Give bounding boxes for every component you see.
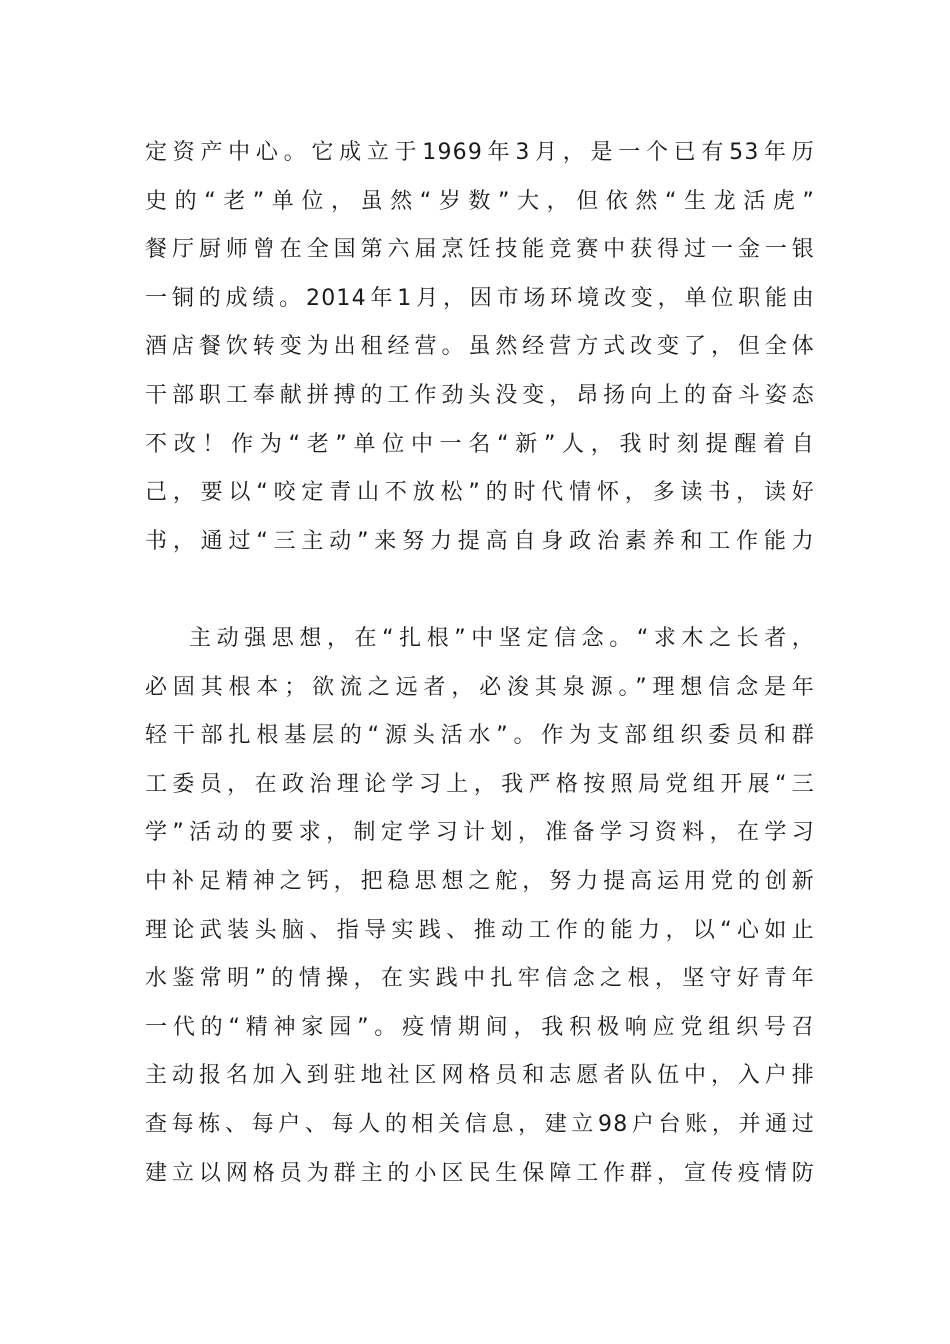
text-line: 轻干部扎根基层的“源头活水”。作为支部组织委员和群 [145, 723, 815, 749]
text-line: 不改！作为“老”单位中一名“新”人，我时刻提醒着自 [145, 431, 815, 457]
text-line: 中补足精神之钙，把稳思想之舵，努力提高运用党的创新 [145, 868, 815, 894]
text-line: 工委员，在政治理论学习上，我严格按照局党组开展“三 [145, 771, 815, 797]
text-line: 理论武装头脑、指导实践、推动工作的能力，以“心如止 [145, 917, 815, 943]
text-line: 主动报名加入到驻地社区网格员和志愿者队伍中，入户排 [145, 1063, 815, 1089]
text-line: 必固其根本；欲流之远者，必浚其泉源。”理想信念是年 [145, 674, 815, 700]
text-line: 一代的“精神家园”。疫情期间，我积极响应党组织号召 [145, 1014, 815, 1040]
text-line: 水鉴常明”的情操，在实践中扎牢信念之根，坚守好青年 [145, 966, 815, 992]
text-line: 定资产中心。它成立于1969年3月，是一个已有53年历 [145, 140, 815, 165]
text-line: 书，通过“三主动”来努力提高自身政治素养和工作能力 [145, 528, 815, 554]
text-line: 史的“老”单位，虽然“岁数”大，但依然“生龙活虎” [145, 188, 815, 214]
text-line: 己，要以“咬定青山不放松”的时代情怀，多读书，读好 [145, 480, 815, 506]
text-line: 建立以网格员为群主的小区民生保障工作群，宣传疫情防 [145, 1160, 815, 1186]
paragraph-1 [145, 129, 815, 566]
text-line: 餐厅厨师曾在全国第六届烹饪技能竞赛中获得过一金一银 [145, 237, 815, 263]
paragraph-2 [145, 615, 815, 1198]
text-line: 一铜的成绩。2014年1月，因市场环境改变，单位职能由 [145, 285, 815, 311]
text-line: 酒店餐饮转变为出租经营。虽然经营方式改变了，但全体 [145, 334, 815, 360]
text-line: 干部职工奉献拼搏的工作劲头没变，昂扬向上的奋斗姿态 [145, 382, 815, 408]
text-line-indented: 主动强思想，在“扎根”中坚定信念。“求木之长者， [189, 626, 815, 651]
text-line: 查每栋、每户、每人的相关信息，建立98户台账，并通过 [145, 1111, 815, 1137]
text-line: 学”活动的要求，制定学习计划，准备学习资料，在学习 [145, 820, 815, 846]
